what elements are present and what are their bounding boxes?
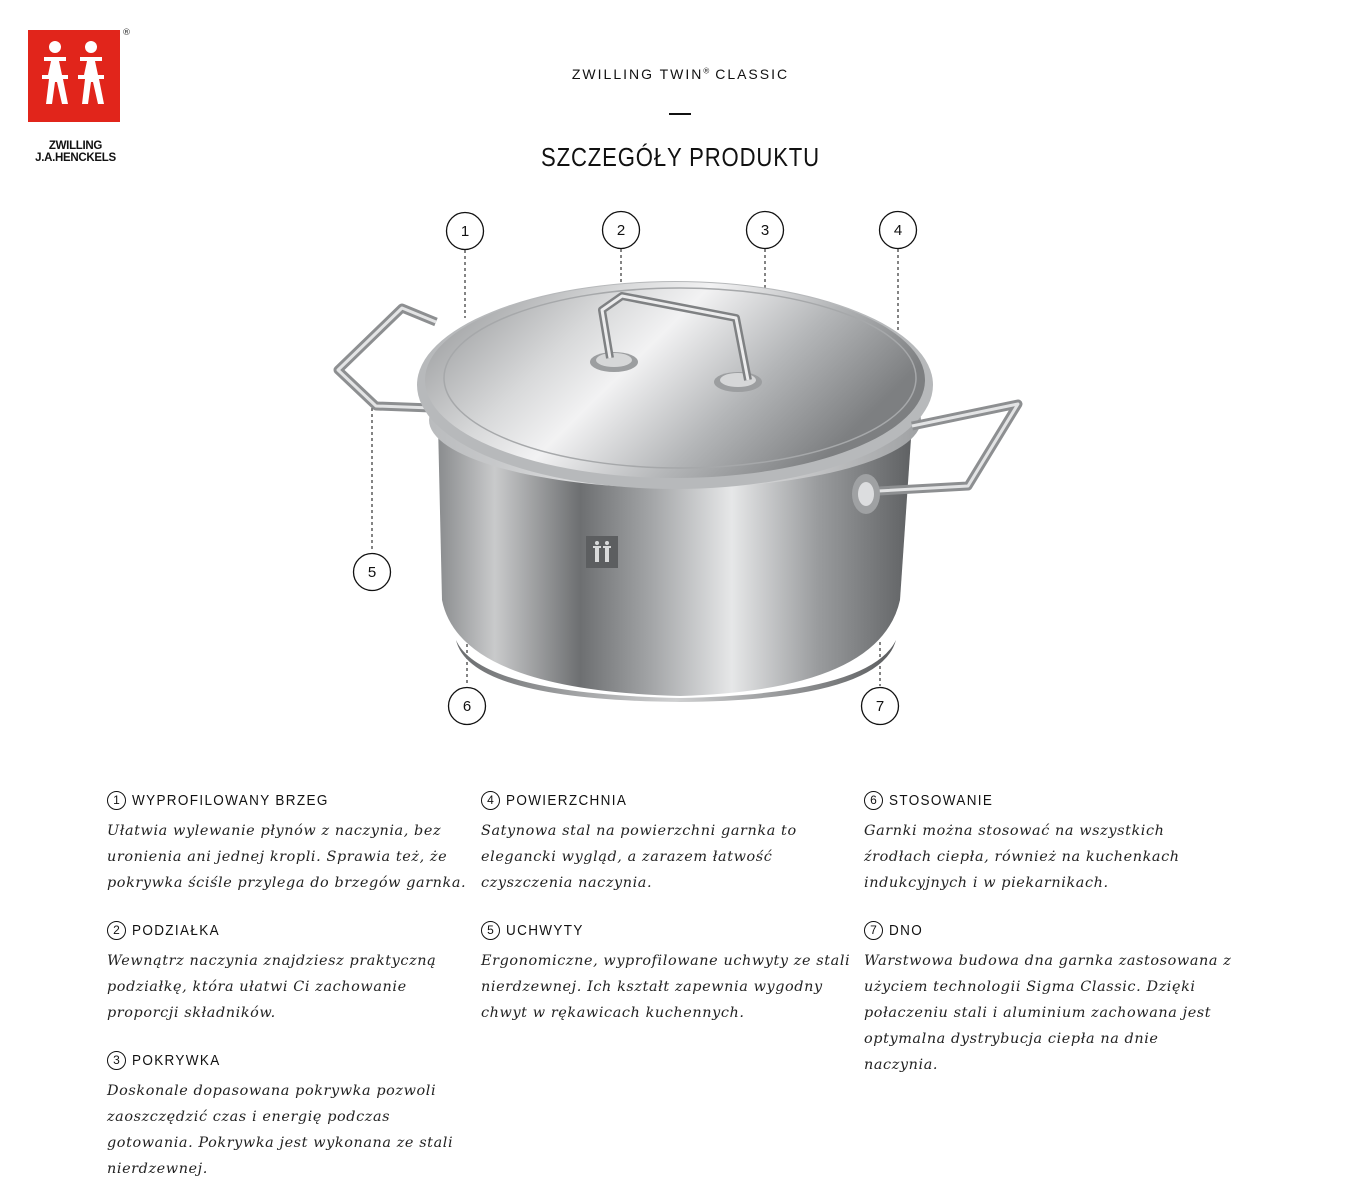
callout-label: 5 — [367, 564, 377, 581]
detail-item-3 — [107, 1048, 477, 1182]
detail-text: Satynowa stal na powierzchni garnka to elegancki wygląd, a zarazem łatwość czyszczenia naczynia. — [481, 823, 797, 891]
callout-label: 1 — [460, 223, 470, 240]
pot-logo-icon — [586, 536, 618, 568]
detail-text: Doskonale dopasowana pokrywka pozwoli zaoszczędzić czas i energię podczas gotowania. Pokrywka jest wykonana ze stali nierdzewnej. — [107, 1083, 454, 1177]
detail-heading: UCHWYTY — [506, 921, 584, 939]
callout-1 — [447, 213, 484, 250]
details-column-1 — [107, 788, 477, 1204]
callout-6 — [449, 688, 486, 725]
detail-number: 4 — [481, 791, 500, 810]
callout-2 — [603, 212, 640, 249]
detail-text: Ułatwia wylewanie płynów z naczynia, bez uronienia ani jednej kropli. Sprawia też, że pokrywka ściśle przylega do brzegów garnka. — [107, 823, 467, 891]
detail-item-1 — [107, 788, 477, 896]
detail-text: Garnki można stosować na wszystkich źrodłach ciepła, również na kuchenkach indukcyjnych i w piekarnikach. — [864, 823, 1180, 891]
detail-number: 5 — [481, 921, 500, 940]
detail-heading: WYPROFILOWANY BRZEG — [132, 791, 329, 809]
detail-number: 6 — [864, 791, 883, 810]
callout-7 — [862, 688, 899, 725]
detail-item-5 — [481, 918, 851, 1026]
subtitle-registered: ® — [703, 66, 710, 76]
lid — [425, 282, 925, 478]
callout-5 — [354, 554, 391, 591]
detail-item-6 — [864, 788, 1234, 896]
callout-label: 7 — [875, 698, 885, 715]
detail-heading: DNO — [889, 921, 924, 939]
detail-number: 7 — [864, 921, 883, 940]
detail-text: Wewnątrz naczynia znajdziesz praktyczną podziałkę, która ułatwi Ci zachowanie proporcji składników. — [107, 953, 437, 1021]
detail-item-2 — [107, 918, 477, 1026]
detail-number: 2 — [107, 921, 126, 940]
page-title: SZCZEGÓŁY PRODUKTU — [541, 142, 820, 172]
brand-name-line2: J.A.HENCKELS — [35, 152, 116, 164]
detail-number: 3 — [107, 1051, 126, 1070]
detail-heading: STOSOWANIE — [889, 791, 994, 809]
detail-number: 1 — [107, 791, 126, 810]
subtitle-suffix: CLASSIC — [709, 66, 790, 82]
details-column-2 — [481, 788, 851, 1048]
subtitle-prefix: ZWILLING TWIN — [571, 66, 704, 82]
details-column-3 — [864, 788, 1234, 1100]
callout-label: 2 — [616, 222, 626, 239]
detail-item-7 — [864, 918, 1234, 1078]
callout-label: 4 — [893, 222, 903, 239]
brand-name-line1: ZWILLING — [48, 140, 103, 152]
callout-label: 3 — [760, 222, 770, 239]
registered-mark: ® — [122, 28, 131, 38]
detail-text: Ergonomiczne, wyprofilowane uchwyty ze stali nierdzewnej. Ich kształt zapewnia wygodny chwyt w rękawicach kuchennych. — [481, 953, 851, 1021]
detail-heading: POKRYWKA — [132, 1051, 221, 1069]
callout-label: 6 — [462, 698, 472, 715]
detail-heading: PODZIAŁKA — [132, 921, 220, 939]
callout-4 — [880, 212, 917, 249]
detail-item-4 — [481, 788, 851, 896]
detail-heading: POWIERZCHNIA — [506, 791, 628, 809]
callout-3 — [747, 212, 784, 249]
detail-text: Warstwowa budowa dna garnka zastosowana z użyciem technologii Sigma Classic. Dzięki połaczeniu stali i aluminium zachowana jest optymalna dystrybucja ciepła na dnie naczynia. — [864, 953, 1232, 1073]
